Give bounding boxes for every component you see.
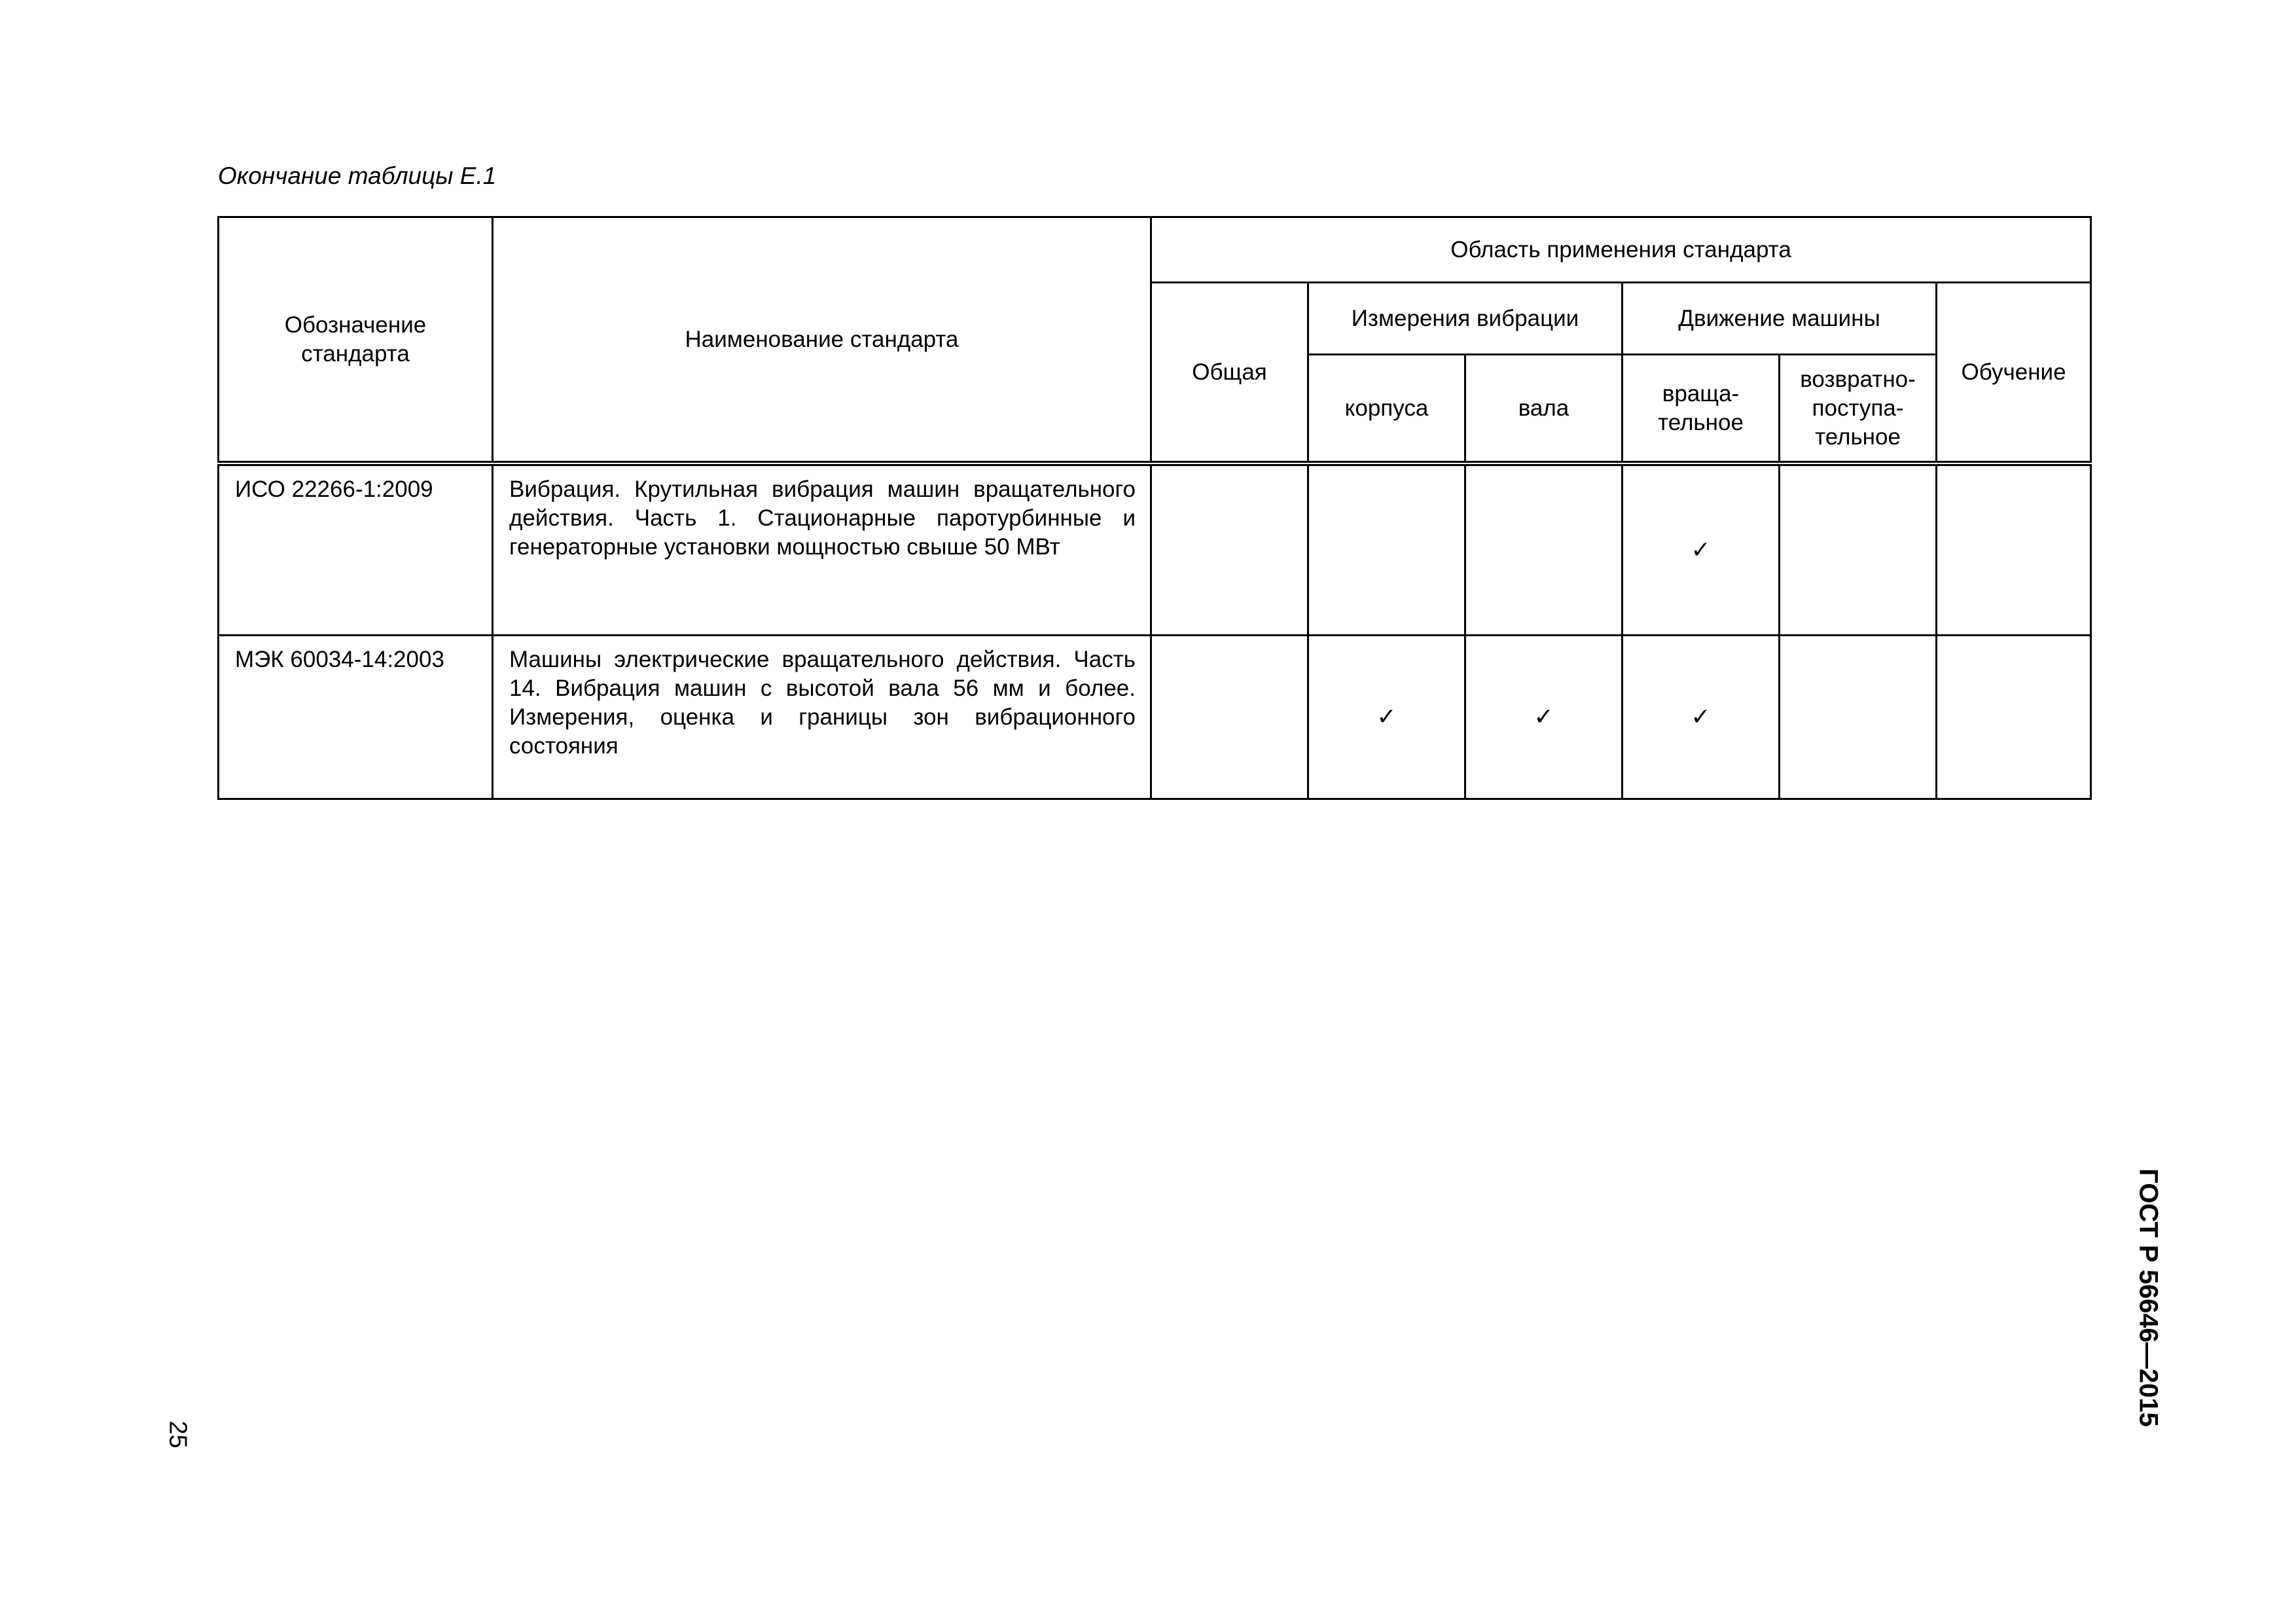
header-designation (219, 217, 493, 464)
standard-code: МЭК 60034-14:2003 (219, 636, 493, 799)
cell-training (1937, 636, 2091, 799)
cell-general (1151, 636, 1308, 799)
header-reciprocating-line2: поступа- (1812, 395, 1904, 421)
standards-table (217, 216, 2092, 800)
header-scope: Область применения стандарта (1151, 217, 2091, 283)
standard-code: ИСО 22266-1:2009 (219, 463, 493, 636)
check-mark-rotary: ✓ (1623, 463, 1780, 636)
header-reciprocating-line3: тельное (1815, 424, 1901, 450)
table-row (219, 636, 2091, 799)
cell-shaft (1465, 463, 1623, 636)
header-training: Обучение (1937, 283, 2091, 464)
header-designation-line2: стандарта (301, 340, 410, 367)
header-housing: корпуса (1308, 355, 1465, 464)
standard-name: Машины электрические вращательного действия. Часть 14. Вибрация машин с высотой вала 56 мм и более. Измерения, оценка и границы зон вибрационного состояния (493, 636, 1151, 799)
cell-reciprocating (1780, 463, 1937, 636)
cell-general (1151, 463, 1308, 636)
check-mark-shaft: ✓ (1465, 636, 1623, 799)
check-mark-rotary: ✓ (1623, 636, 1780, 799)
page-number: 25 (164, 1420, 192, 1449)
header-vibration-measurement: Измерения вибрации (1308, 283, 1623, 355)
header-rotary-line2: тельное (1658, 409, 1744, 435)
standard-name: Вибрация. Крутильная вибрация машин вращательного действия. Часть 1. Стационарные паротурбинные и генераторные установки мощностью свыше 50 МВт (493, 463, 1151, 636)
header-designation-line1: Обозначение (284, 312, 427, 338)
header-reciprocating (1780, 355, 1937, 464)
document-id: ГОСТ Р 56646—2015 (2134, 1168, 2163, 1427)
header-shaft: вала (1465, 355, 1623, 464)
cell-training (1937, 463, 2091, 636)
header-general: Общая (1151, 283, 1308, 464)
cell-housing (1308, 463, 1465, 636)
header-reciprocating-line1: возвратно- (1800, 366, 1916, 392)
header-name: Наименование стандарта (493, 217, 1151, 464)
header-rotary-line1: враща- (1662, 380, 1740, 406)
check-mark-housing: ✓ (1308, 636, 1465, 799)
table-caption: Окончание таблицы Е.1 (218, 162, 497, 189)
header-machine-motion: Движение машины (1623, 283, 1937, 355)
header-rotary (1623, 355, 1780, 464)
cell-reciprocating (1780, 636, 1937, 799)
table-row (219, 463, 2091, 636)
